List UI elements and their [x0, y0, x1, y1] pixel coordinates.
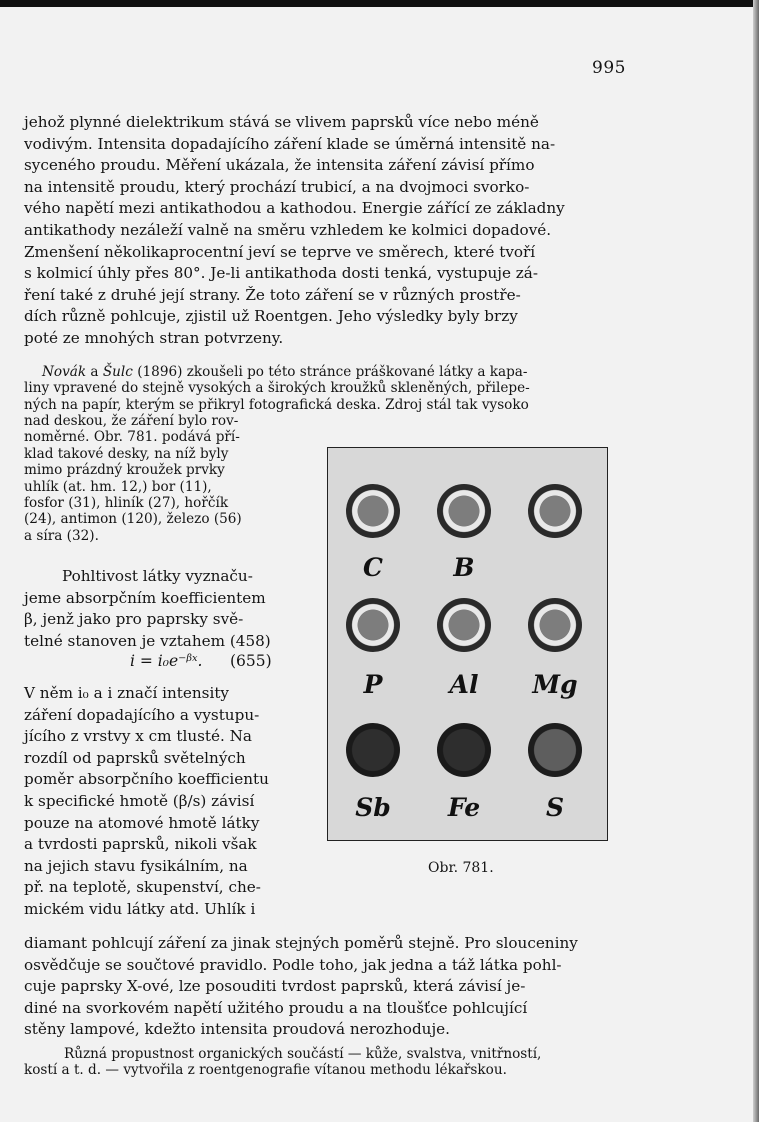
text-line: mimo prázdný kroužek prvky [24, 462, 225, 479]
text-line: na intensitě proudu, který prochází trubicí, a na dvojmoci svorko- [24, 177, 530, 196]
text-line: a síra (32). [24, 527, 99, 544]
text-line: syceného proudu. Měření ukázala, že intensita záření závisí přímo [24, 156, 535, 175]
text-line: liny vpravené do stejně vysokých a širokých kroužků skleněných, přilepe- [24, 380, 530, 397]
label-c: C [363, 553, 383, 582]
author-name: Šulc [102, 364, 133, 380]
text-line: pouze na atomové hmotě látky [24, 813, 260, 832]
text-line: telné stanoven je vztahem (458) [24, 631, 271, 650]
text-line: k specifické hmotě (β/s) závisí [24, 791, 255, 810]
text-line: s kolmicí úhly přes 80°. Je-li antikathoda dosti tenká, vystupuje zá- [24, 264, 538, 283]
text-span: a [86, 364, 103, 380]
text-line: klad takové desky, na níž byly [24, 445, 229, 462]
text-line: fosfor (31), hliník (27), hořčík [24, 495, 229, 512]
paragraph-medical [24, 1046, 624, 1079]
label-p: P [363, 670, 383, 699]
text-line [24, 364, 624, 380]
text-line: dích různě pohlcuje, zjistil už Roentgen. Jeho výsledky byly brzy [24, 307, 518, 326]
text-line: noměrné. Obr. 781. podává pří- [24, 429, 240, 446]
disc-magnesium [528, 598, 582, 652]
paragraph-absorption [24, 566, 286, 652]
text-span: (1896) zkoušeli po této stránce práškované látky a kapa- [132, 364, 528, 380]
figure-781-plate [327, 447, 608, 841]
text-line: jeme absorpčním koefficientem [24, 588, 266, 607]
disc-iron [437, 723, 491, 777]
text-line: uhlík (at. hm. 12,) bor (11), [24, 478, 212, 495]
label-fe: Fe [447, 793, 481, 822]
text-line: poměr absorpčního koefficientu [24, 770, 269, 789]
text-line: Pohltivost látky vyznaču- [62, 567, 253, 585]
text-line: ření také z druhé její strany. Že toto záření se v různých prostře- [24, 285, 521, 304]
text-line: vého napětí mezi antikathodou a kathodou. Energie zářící ze základny [24, 199, 565, 218]
label-al: Al [449, 670, 479, 699]
text-line: a tvrdosti paprsků, nikoli však [24, 835, 257, 854]
text-line: Různá propustnost organických součástí — kůže, svalstva, vnitřností, [64, 1046, 542, 1062]
text-line: mickém vidu látky atd. Uhlík i [24, 899, 256, 918]
text-line: poté ze mnohých stran potvrzeny. [24, 328, 284, 347]
text-line: Zmenšení několikaprocentní jeví se teprve ve směrech, které tvoří [24, 242, 536, 261]
equation: i = i₀e⁻ᵝˣ. [130, 652, 203, 670]
text-line: na jejich stavu fysikálním, na [24, 856, 248, 875]
text-line: diamant pohlcují záření za jinak stejných poměrů stejně. Pro slouceniny [24, 934, 578, 952]
scan-binding-edge [753, 0, 759, 1122]
disc-antimony [346, 723, 400, 777]
text-line: záření dopadajícího a vystupu- [24, 705, 260, 724]
disc-empty [528, 484, 582, 538]
text-line: jícího z vrstvy x cm tlusté. Na [24, 727, 252, 746]
text-line: β, jenž jako pro paprsky svě- [24, 610, 244, 629]
text-line: př. na teplotě, skupenství, che- [24, 878, 261, 897]
page-number: 995 [592, 58, 626, 78]
disc-aluminium [437, 598, 491, 652]
text-line: vodivým. Intensita dopadajícího záření klade se úměrná intensitě na- [24, 134, 556, 153]
label-mg: Mg [532, 670, 578, 699]
text-line: jehož plynné dielektrikum stává se vlivem paprsků více nebo méně [24, 113, 539, 131]
scan-top-edge [0, 0, 759, 7]
text-line: stěny lampové, kdežto intensita proudová nerozhoduje. [24, 1020, 450, 1039]
disc-sulfur [528, 723, 582, 777]
equation-number: (655) [230, 652, 272, 670]
paragraph-small-narrow [24, 413, 286, 544]
text-line: diné na svorkovém napětí užitého proudu a na tloušťce pohlcující [24, 998, 528, 1017]
text-line: osvědčuje se součtové pravidlo. Podle toho, jak jedna a táž látka pohl- [24, 955, 562, 974]
text-line: antikathody nezáleží valně na směru vzhledem ke kolmici dopadové. [24, 220, 552, 239]
paragraph-intensities [24, 683, 286, 921]
disc-carbon [346, 484, 400, 538]
paragraph-small-print [24, 364, 624, 413]
label-sb: Sb [355, 793, 391, 822]
disc-phosphorus [346, 598, 400, 652]
label-b: B [453, 553, 475, 582]
text-line: rozdíl od paprsků světelných [24, 748, 246, 767]
disc-boron [437, 484, 491, 538]
author-name: Novák [42, 364, 87, 380]
text-line: nad deskou, že záření bylo rov- [24, 413, 239, 429]
text-line: V něm i₀ a i značí intensity [24, 684, 230, 702]
text-line: ných na papír, kterým se přikryl fotografická deska. Zdroj stál tak vysoko [24, 396, 529, 413]
label-s: S [545, 793, 565, 822]
paragraph-compounds [24, 933, 620, 1041]
figure-caption: Obr. 781. [428, 860, 494, 876]
text-line: kostí a t. d. — vytvořila z roentgenografie vítanou methodu lékařskou. [24, 1062, 507, 1079]
text-line: cuje paprsky X-ové, lze posouditi tvrdost paprsků, která závisí je- [24, 977, 526, 996]
text-line: (24), antimon (120), železo (56) [24, 511, 242, 528]
paragraph-intensity [24, 112, 620, 350]
